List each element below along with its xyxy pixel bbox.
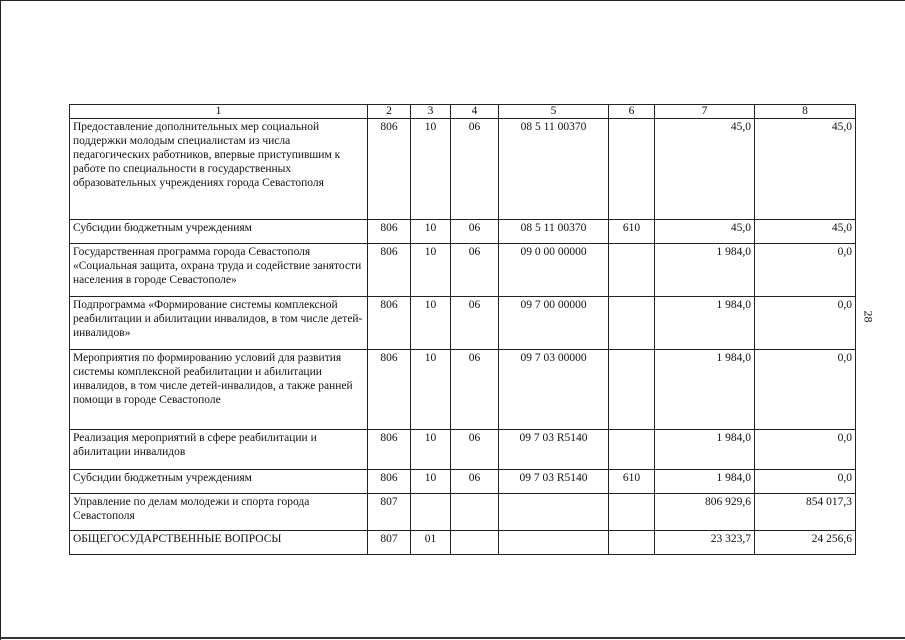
cell-name: Субсидии бюджетным учреждениям — [70, 220, 368, 244]
cell-sum2: 24 256,6 — [755, 531, 856, 555]
cell-sum1: 1 984,0 — [655, 244, 755, 297]
cell-name: Мероприятия по формированию условий для развития системы комплексной реабилитации и абилитации инвалидов, в том числе детей-инвалидов, а также ранней помощи в городе Севастополе — [70, 350, 368, 430]
cell-name: Реализация мероприятий в сфере реабилитации и абилитации инвалидов — [70, 430, 368, 470]
cell-pr: 06 — [451, 244, 499, 297]
cell-ved: 806 — [368, 430, 411, 470]
cell-sum1: 1 984,0 — [655, 470, 755, 494]
cell-vr: 610 — [609, 220, 655, 244]
cell-vr — [609, 297, 655, 350]
cell-name: Управление по делам молодежи и спорта города Севастополя — [70, 494, 368, 531]
column-header: 6 — [609, 105, 655, 119]
cell-csr: 09 7 03 R5140 — [499, 430, 609, 470]
column-header: 7 — [655, 105, 755, 119]
cell-csr: 08 5 11 00370 — [499, 220, 609, 244]
table-row — [70, 470, 856, 494]
cell-csr: 09 0 00 00000 — [499, 244, 609, 297]
cell-vr — [609, 119, 655, 220]
column-header: 5 — [499, 105, 609, 119]
column-header: 4 — [451, 105, 499, 119]
cell-pr: 06 — [451, 430, 499, 470]
column-header: 3 — [411, 105, 451, 119]
cell-vr — [609, 350, 655, 430]
cell-name: ОБЩЕГОСУДАРСТВЕННЫЕ ВОПРОСЫ — [70, 531, 368, 555]
cell-name: Государственная программа города Севастополя «Социальная защита, охрана труда и содействие занятости населения в городе Севастополе» — [70, 244, 368, 297]
cell-sum1: 23 323,7 — [655, 531, 755, 555]
table-row — [70, 119, 856, 220]
cell-rz — [411, 494, 451, 531]
cell-sum1: 1 984,0 — [655, 430, 755, 470]
cell-ved: 807 — [368, 531, 411, 555]
cell-sum1: 45,0 — [655, 220, 755, 244]
cell-csr — [499, 494, 609, 531]
cell-rz: 10 — [411, 470, 451, 494]
cell-sum2: 854 017,3 — [755, 494, 856, 531]
cell-pr: 06 — [451, 297, 499, 350]
cell-sum2: 45,0 — [755, 220, 856, 244]
cell-csr: 09 7 00 00000 — [499, 297, 609, 350]
cell-ved: 806 — [368, 220, 411, 244]
cell-vr — [609, 430, 655, 470]
cell-csr: 09 7 03 R5140 — [499, 470, 609, 494]
cell-sum2: 0,0 — [755, 350, 856, 430]
cell-name: Субсидии бюджетным учреждениям — [70, 470, 368, 494]
cell-pr: 06 — [451, 119, 499, 220]
scan-border-top — [0, 0, 905, 1]
column-header: 2 — [368, 105, 411, 119]
cell-rz: 10 — [411, 350, 451, 430]
column-header: 1 — [70, 105, 368, 119]
cell-sum2: 0,0 — [755, 244, 856, 297]
cell-ved: 806 — [368, 350, 411, 430]
cell-csr: 09 7 03 00000 — [499, 350, 609, 430]
scan-border-bottom — [0, 637, 905, 639]
cell-name: Предоставление дополнительных мер социальной поддержки молодым специалистам из числа педагогических работников, впервые приступившим к работе по специальности в государственных образовательных учреждениях города Севастополя — [70, 119, 368, 220]
cell-sum2: 0,0 — [755, 470, 856, 494]
cell-sum2: 0,0 — [755, 297, 856, 350]
column-number-row — [70, 105, 856, 119]
cell-rz: 10 — [411, 430, 451, 470]
cell-sum1: 806 929,6 — [655, 494, 755, 531]
cell-ved: 807 — [368, 494, 411, 531]
cell-vr — [609, 494, 655, 531]
cell-ved: 806 — [368, 244, 411, 297]
cell-ved: 806 — [368, 297, 411, 350]
cell-sum1: 45,0 — [655, 119, 755, 220]
cell-pr: 06 — [451, 350, 499, 430]
table-row — [70, 244, 856, 297]
cell-ved: 806 — [368, 119, 411, 220]
table-row — [70, 494, 856, 531]
budget-table — [69, 104, 856, 555]
table-row — [70, 531, 856, 555]
cell-pr: 06 — [451, 220, 499, 244]
cell-sum1: 1 984,0 — [655, 350, 755, 430]
table-row — [70, 297, 856, 350]
cell-rz: 10 — [411, 297, 451, 350]
cell-pr: 06 — [451, 470, 499, 494]
cell-rz: 10 — [411, 119, 451, 220]
cell-ved: 806 — [368, 470, 411, 494]
cell-pr — [451, 494, 499, 531]
scan-border-left — [0, 0, 1, 640]
cell-rz: 01 — [411, 531, 451, 555]
cell-vr — [609, 244, 655, 297]
cell-rz: 10 — [411, 220, 451, 244]
column-header: 8 — [755, 105, 856, 119]
cell-name: Подпрограмма «Формирование системы комплексной реабилитации и абилитации инвалидов, в том числе детей-инвалидов» — [70, 297, 368, 350]
cell-sum1: 1 984,0 — [655, 297, 755, 350]
cell-vr: 610 — [609, 470, 655, 494]
page-number: 28 — [861, 310, 876, 323]
cell-pr — [451, 531, 499, 555]
cell-sum2: 45,0 — [755, 119, 856, 220]
cell-sum2: 0,0 — [755, 430, 856, 470]
cell-csr — [499, 531, 609, 555]
table-row — [70, 220, 856, 244]
cell-rz: 10 — [411, 244, 451, 297]
table-row — [70, 350, 856, 430]
cell-vr — [609, 531, 655, 555]
table-row — [70, 430, 856, 470]
cell-csr: 08 5 11 00370 — [499, 119, 609, 220]
